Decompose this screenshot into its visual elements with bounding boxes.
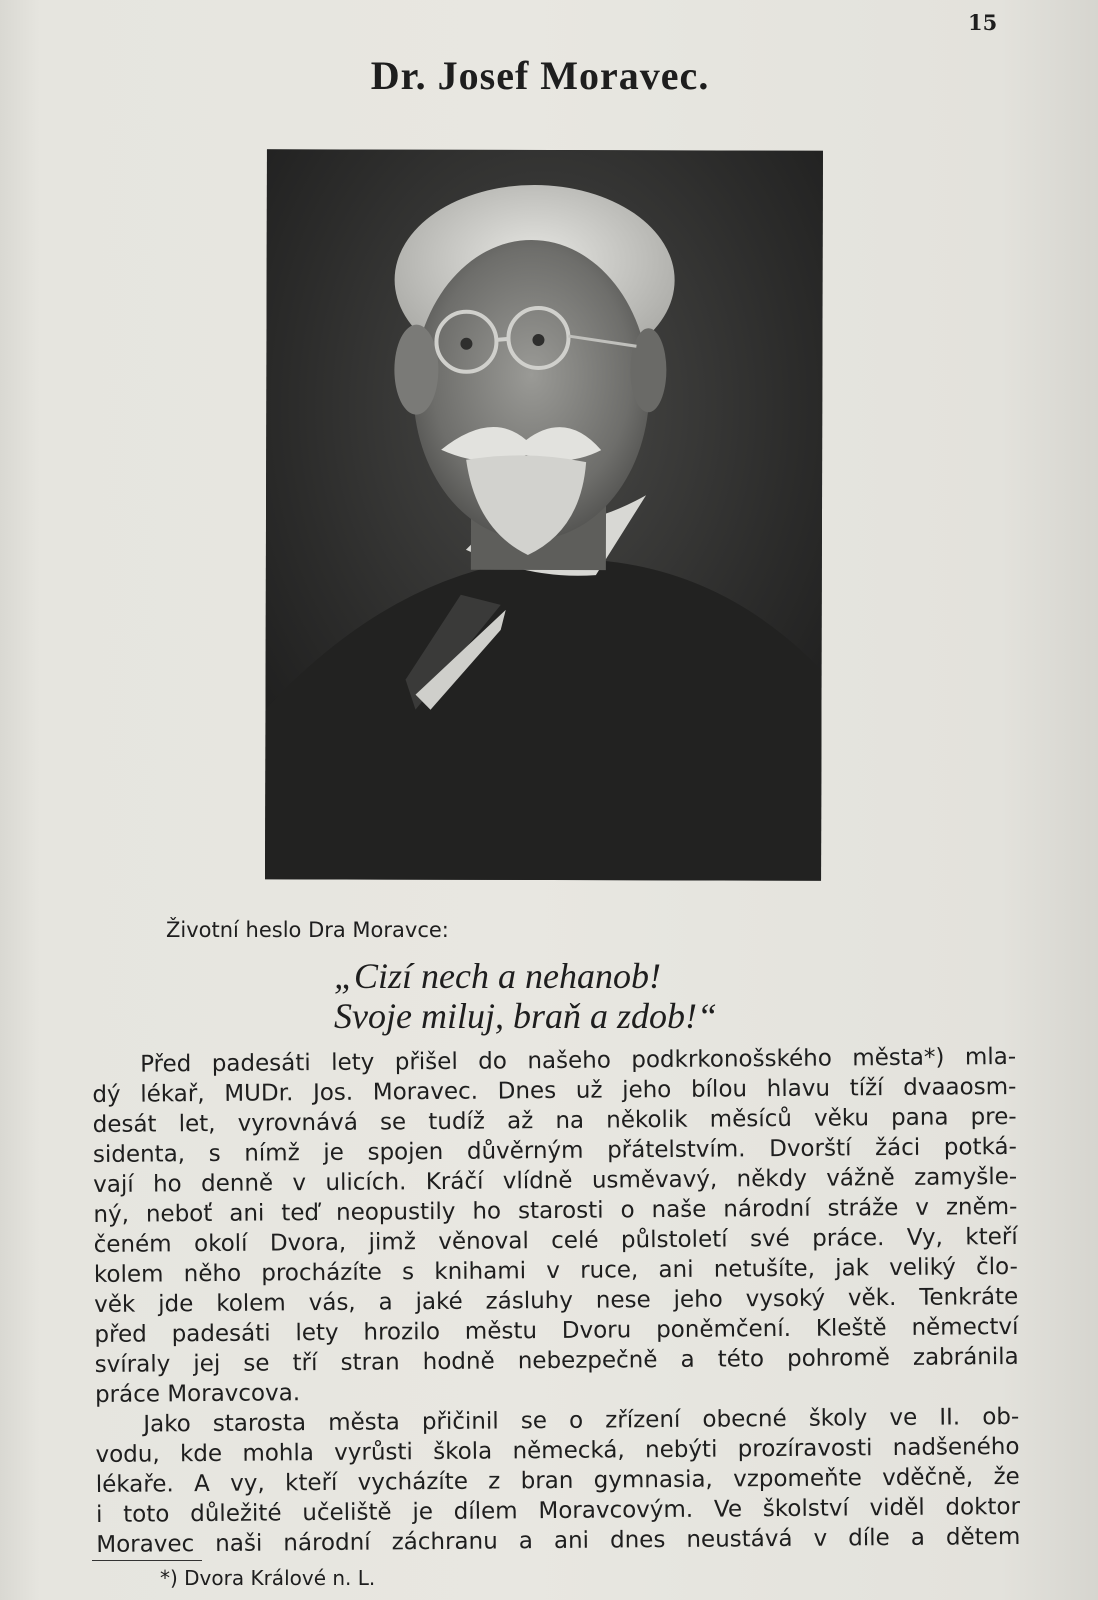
text-line: sidenta, s nímž je spojen důvěrným přátelstvím. Dvorští žáci potká-	[92, 1133, 1017, 1168]
text-line: čeném okolí Dvora, jimž věnoval celé půlstoletí své práce. Vy, kteří	[93, 1223, 1018, 1258]
portrait-image	[265, 149, 823, 880]
footnote-divider	[92, 1560, 202, 1561]
text-line: před padesáti lety hrozilo městu Dvoru poněmčení. Kleště němectví	[94, 1313, 1019, 1348]
text-line: svíraly jej se tří stran hodně nebezpečně a této pohromě zabránila	[94, 1343, 1019, 1378]
text-line: věk jde kolem vás, a jaké zásluhy nese jeho vysoký věk. Tenkráte	[94, 1283, 1019, 1318]
text-line: i toto důležité učeliště je dílem Moravcovým. Ve školství viděl doktor	[95, 1493, 1021, 1528]
text-line: Před padesáti lety přišel do našeho podkrkonošského města*) mla-	[140, 1043, 1017, 1078]
motto-label: Životní heslo Dra Moravce:	[166, 918, 449, 942]
portrait-photo	[265, 149, 823, 880]
text-line: dý lékař, MUDr. Jos. Moravec. Dnes už jeho bílou hlavu tíží dvaaosm-	[92, 1073, 1017, 1108]
motto-quote	[334, 956, 894, 1036]
text-line: Moravec naši národní záchranu a ani dnes neustává v díle a dětem	[96, 1523, 1021, 1558]
page-number: 15	[968, 10, 998, 35]
text-line: kolem něho procházíte s knihami v ruce, ani netušíte, jak veliký člo-	[93, 1253, 1019, 1288]
text-line: lékaře. A vy, kteří vycházíte z bran gymnasia, vzpomeňte vděčně, že	[95, 1463, 1020, 1498]
article-title: Dr. Josef Moravec.	[370, 53, 710, 98]
article-body	[92, 1042, 1020, 1560]
text-line: vají ho denně v ulicích. Kráčí vlídně usměvavý, někdy vážně zamyšle-	[93, 1163, 1018, 1198]
text-line: práce Moravcova.	[94, 1380, 301, 1408]
text-line: desát let, vyrovnává se tudíž až na několik měsíců věku pana pre-	[92, 1103, 1017, 1138]
text-line: Jako starosta města přičinil se o zřízení obecné školy ve II. ob-	[143, 1403, 1020, 1438]
motto-line-1: „Cizí nech a nehanob!	[334, 956, 661, 996]
text-line: vodu, kde mohla vyrůsti škola německá, nebýti prozíravosti nadšeného	[95, 1433, 1020, 1468]
motto-line-2: Svoje miluj, braň a zdob!“	[334, 996, 717, 1036]
text-line: ný, neboť ani teď neopustily ho starosti o naše národní stráže v zněm-	[93, 1193, 1018, 1228]
footnote: *) Dvora Králové n. L.	[160, 1566, 376, 1590]
